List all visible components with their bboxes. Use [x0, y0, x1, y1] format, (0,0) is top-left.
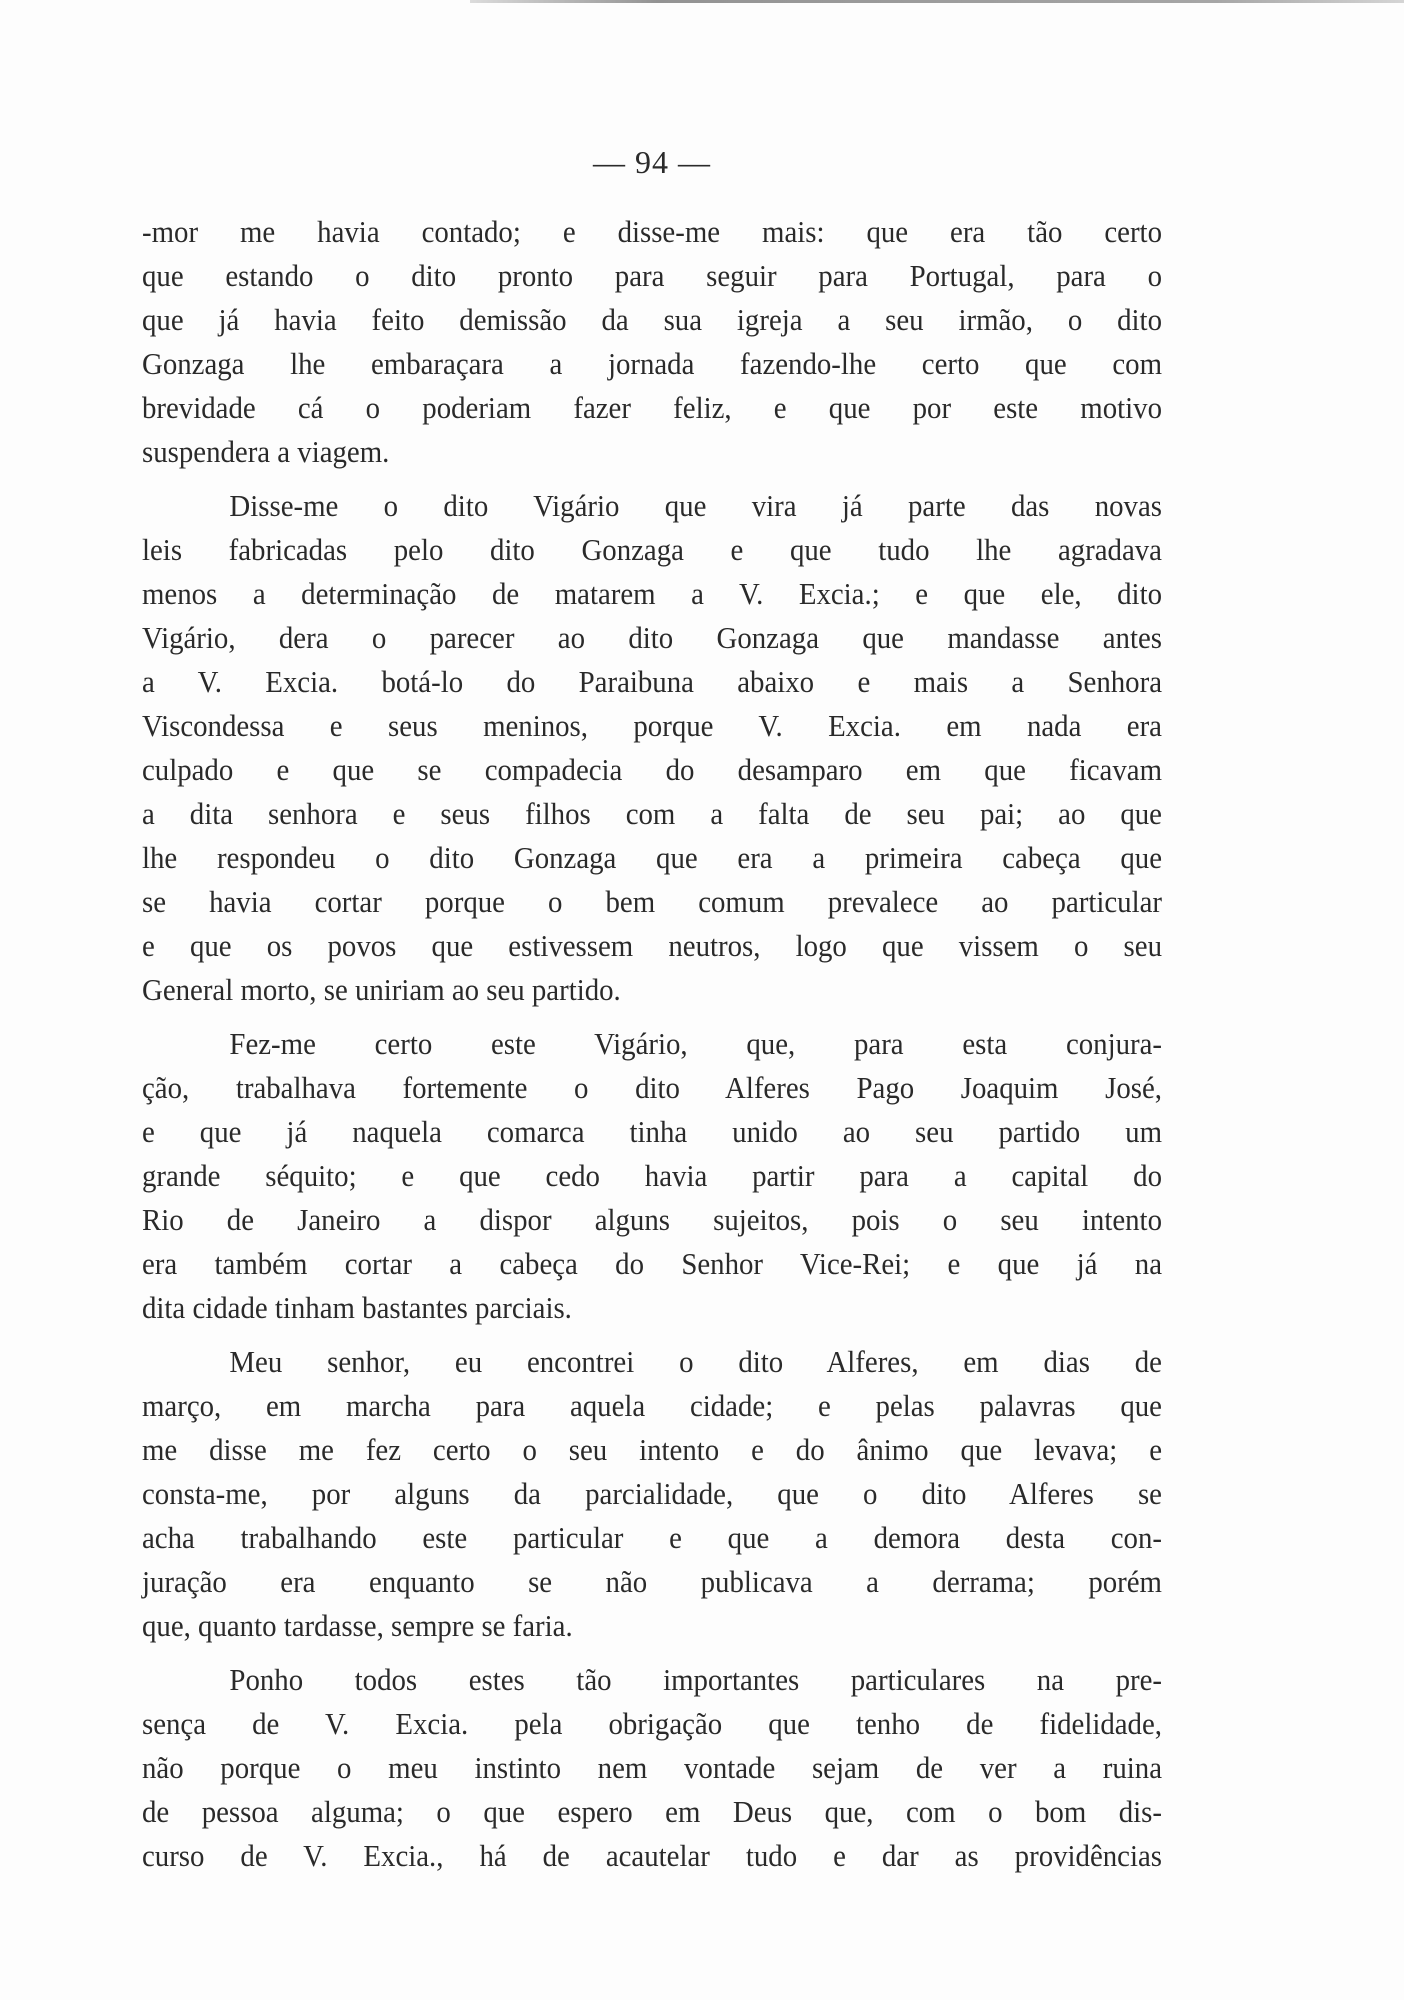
text-line: grande séquito; e que cedo havia partir para a capital do	[142, 1158, 1162, 1193]
text-line: leis fabricadas pelo dito Gonzaga e que tudo lhe agradava	[142, 532, 1162, 567]
paragraph-5	[142, 1658, 1162, 1878]
text-line: a V. Excia. botá-lo do Paraibuna abaixo e mais a Senhora	[142, 664, 1162, 699]
text-line: lhe respondeu o dito Gonzaga que era a primeira cabeça que	[142, 840, 1162, 875]
paragraph-1	[142, 210, 1162, 474]
text-line: me disse me fez certo o seu intento e do ânimo que levava; e	[142, 1432, 1162, 1467]
text-line: suspendera a viagem.	[142, 434, 390, 469]
paragraph-3	[142, 1022, 1162, 1330]
text-line: Gonzaga lhe embaraçara a jornada fazendo-lhe certo que com	[142, 346, 1162, 381]
text-line: brevidade cá o poderiam fazer feliz, e que por este motivo	[142, 390, 1162, 425]
text-line: menos a determinação de matarem a V. Excia.; e que ele, dito	[142, 576, 1162, 611]
paragraph-2	[142, 484, 1162, 1012]
text-line: Disse-me o dito Vigário que vira já parte das novas	[229, 488, 1162, 523]
text-line: consta-me, por alguns da parcialidade, que o dito Alferes se	[142, 1476, 1162, 1511]
text-line: março, em marcha para aquela cidade; e pelas palavras que	[142, 1388, 1162, 1423]
paragraph-4	[142, 1340, 1162, 1648]
text-line: acha trabalhando este particular e que a demora desta con-	[142, 1520, 1162, 1555]
text-line: Rio de Janeiro a dispor alguns sujeitos, pois o seu intento	[142, 1202, 1162, 1237]
text-line: Meu senhor, eu encontrei o dito Alferes, em dias de	[229, 1344, 1162, 1379]
text-line: Fez-me certo este Vigário, que, para esta conjura-	[229, 1026, 1162, 1061]
text-line: dita cidade tinham bastantes parciais.	[142, 1290, 572, 1325]
text-line: General morto, se uniriam ao seu partido.	[142, 972, 621, 1007]
text-line: e que já naquela comarca tinha unido ao seu partido um	[142, 1114, 1162, 1149]
text-line: Ponho todos estes tão importantes particulares na pre-	[229, 1662, 1162, 1697]
text-line: era também cortar a cabeça do Senhor Vice-Rei; e que já na	[142, 1246, 1162, 1281]
text-line: que já havia feito demissão da sua igreja a seu irmão, o dito	[142, 302, 1162, 337]
text-line: juração era enquanto se não publicava a derrama; porém	[142, 1564, 1162, 1599]
text-line: sença de V. Excia. pela obrigação que tenho de fidelidade,	[142, 1706, 1162, 1741]
text-line: que estando o dito pronto para seguir para Portugal, para o	[142, 258, 1162, 293]
scan-top-edge-shadow	[470, 0, 1404, 3]
text-line: Viscondessa e seus meninos, porque V. Excia. em nada era	[142, 708, 1162, 743]
text-line: Vigário, dera o parecer ao dito Gonzaga que mandasse antes	[142, 620, 1162, 655]
text-line: culpado e que se compadecia do desamparo em que ficavam	[142, 752, 1162, 787]
text-line: ção, trabalhava fortemente o dito Alferes Pago Joaquim José,	[142, 1070, 1162, 1105]
text-line: não porque o meu instinto nem vontade sejam de ver a ruina	[142, 1750, 1162, 1785]
text-line: curso de V. Excia., há de acautelar tudo e dar as providências	[142, 1838, 1162, 1873]
page-number: — 94 —	[593, 144, 711, 180]
body-text	[142, 210, 1162, 1888]
text-line: e que os povos que estivessem neutros, logo que vissem o seu	[142, 928, 1162, 963]
text-line: se havia cortar porque o bem comum prevalece ao particular	[142, 884, 1162, 919]
text-line: de pessoa alguma; o que espero em Deus que, com o bom dis-	[142, 1794, 1162, 1829]
text-line: -mor me havia contado; e disse-me mais: que era tão certo	[142, 214, 1162, 249]
text-line: a dita senhora e seus filhos com a falta de seu pai; ao que	[142, 796, 1162, 831]
text-line: que, quanto tardasse, sempre se faria.	[142, 1608, 573, 1643]
